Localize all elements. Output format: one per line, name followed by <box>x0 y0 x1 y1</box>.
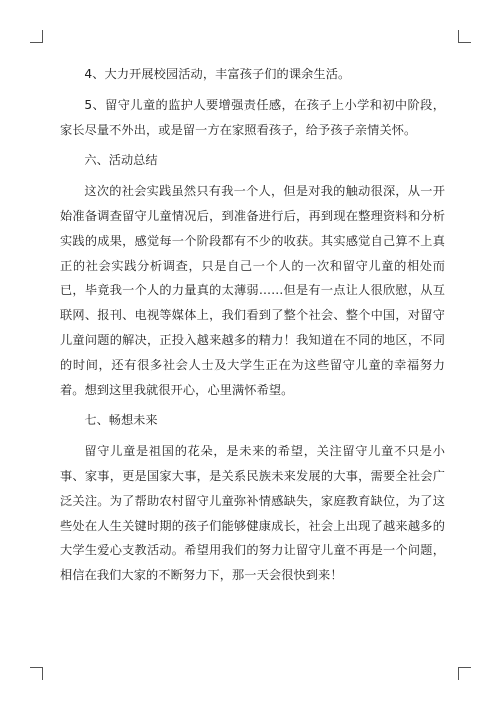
crop-mark-bottom-left <box>30 667 43 680</box>
section-heading-future: 七、畅想未来 <box>84 413 158 428</box>
future-paragraph: 留守儿童是祖国的花朵，是未来的希望，关注留守儿童不只是小事、家事，更是国家大事，是关系民族未来发展的大事，需要全社会广泛关注。为了帮助农村留守儿童弥补情感缺失，家庭教育缺位，为了这些处在人生关键时期的孩子们能够健康成长，社会上出现了越来越多的大学生爱心支教活动。希望用我们的努力让留守儿童不再是一个问题，相信在我们大家的不断努力下，那一天会很快到来！ <box>60 444 445 583</box>
section-heading-summary: 六、活动总结 <box>84 153 158 168</box>
summary-paragraph: 这次的社会实践虽然只有我一个人，但是对我的触动很深，从一开始准备调查留守儿童情况后，到准备进行后，再到现在整理资料和分析实践的成果，感觉每一个阶段都有不少的收获。其实感觉自己算不上真正的社会实践分析调查，只是自己一个人的一次和留守儿童的相处而已，毕竟我一个人的力量真的太薄弱……但是有一点让人很欣慰，从互联网、报刊、电视等媒体上，我们看到了整个社会、整个中国，对留守儿童问题的解决，正投入越来越多的精力！我知道在不同的地区，不同的时间，还有很多社会人士及大学生正在为这些留守儿童的幸福努力着。想到这里我就很开心，心里满怀希望。 <box>60 184 445 397</box>
document-body <box>60 62 445 588</box>
crop-mark-top-right <box>458 30 471 43</box>
list-item-4: 4、大力开展校园活动，丰富孩子们的课余生活。 <box>84 67 351 81</box>
list-item-5: 5、留守儿童的监护人要增强责任感，在孩子上小学和初中阶段，家长尽量不外出，或是留一方在家照看孩子，给予孩子亲情关怀。 <box>60 97 445 137</box>
crop-mark-top-left <box>30 30 43 43</box>
crop-mark-bottom-right <box>458 667 471 680</box>
